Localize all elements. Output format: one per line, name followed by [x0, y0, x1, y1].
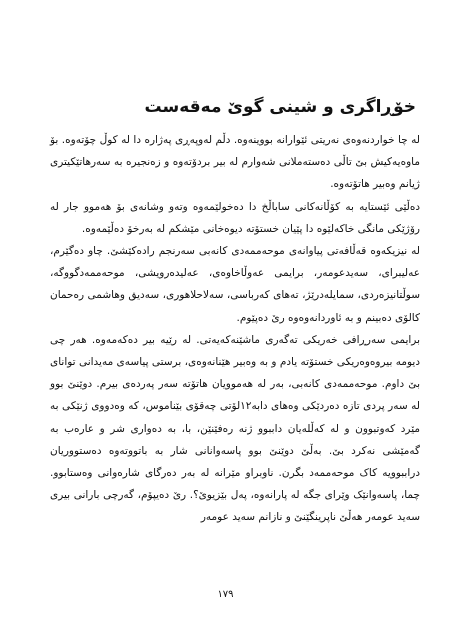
- document-page: [50, 95, 420, 529]
- document-title: خۆڕاگری و شینی گوێ مەقەست: [144, 97, 416, 117]
- paragraph-3: لە نیزیکەوە قەڵافەتی پیاوانەی موحەممەدی کانەبی سەرنجم رادەکێشێ. چاو دەگێرم، عەلیبرای، سەیدعومەر، برایمی عەوڵاخاوەی، عەلیدەرویشی، موحەممەدگووگە، سوڵتانیزەردی، سمایلەدرێژ، تەهای کەرباسی، سەلاحلاهوری، سەدیق وهاشمی رەحمان کالۆی دەبینم و بە ئاوردانەوەوە رێ دەپێوم.: [50, 245, 420, 324]
- paragraph-1: لە چا خواردنەوەی نەریتی ئێوارانە بووینەوە. دڵم لەوپەڕی پەژارە دا لە کوڵ چۆتەوە. بۆ ماوەیەکیش بێ تاڵی دەستەملانی شەوارم لە بیر بردۆتەوە و زەنجیرە بە سەرهاتێکیتری ژیانم وەبیر هاتۆتەوە.: [50, 134, 420, 191]
- page-number: ١٧٩: [217, 589, 234, 600]
- paragraph-2: دەڵێی ئێستایە بە کۆڵانەکانی ساباڵخ دا دەخولێمەوە وتەو وشانەی بۆ هەموو جار لە رۆژێکی مانگی خاکەلێوە دا پێیان خستۆتە دیوەخانی مێشکم لە بەرخۆ دەڵێمەوە.: [50, 200, 420, 235]
- paragraph-4: برایمی سەرڕافی خەریکی تەگەری ماشێنەکەیەتی. لە رێیە بیر دەکەمەوە. هەر چی دیومە بیروەوەریکی خستۆتە یادم و بە وەبیر هێنانەوەی، برستی پیاسەی مەیدانی توانای بێ داوم. موحەممەدی کانەبی، بەر لە هەموویان هاتۆتە سەر پەردەی بیرم. دوێنێ بوو لە سەر پردی تازە دەردێکی وەهای دابە١٢لۆتی چەقۆی بێناموس، کە وەدووی ژنێکی بە مێرد کەوتبوون و لە کەڵلەیان داببوو ژنە رەفێنێن، با، بە دەواری شر و عارەب بە گەمێشی نەکرد بێ. بەڵێ دوێنێ بوو پاسەوانانی شار بە باتووتەوە دەستووریان دراببوویە کاک موحەممەد بگرن. ناوبراو مێرانە لە بەر دەرگای شارەوانی وەستابوو. چما، پاسەوانێک وێرای جگە لە پارانەوە، پەل بێزیوێ؟. رێ دەیپۆم، گەرچی بارانی بیری سەید عومەر هەڵێ ناپرینگێنێ و نازانم سەید عومەر: [50, 333, 420, 524]
